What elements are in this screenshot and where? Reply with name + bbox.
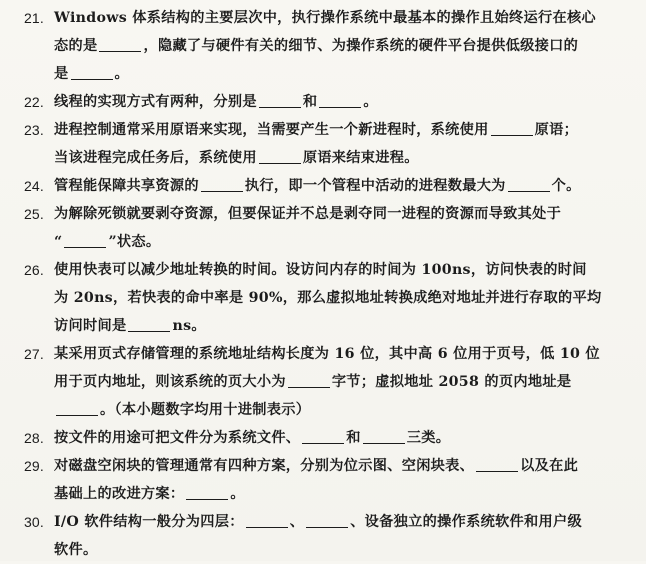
- text-segment: 。: [114, 66, 129, 82]
- text-segment: 三类。: [406, 430, 451, 446]
- question-line: [54, 452, 632, 480]
- text-segment: 用于页内地址，则该系统的页大小为: [54, 374, 286, 390]
- text-segment: “: [54, 234, 63, 250]
- question-line: [54, 172, 632, 200]
- question-number: 29.: [23, 458, 44, 474]
- text-segment: ”状态。: [108, 234, 161, 250]
- text-segment: 、设备独立的操作系统软件和用户级: [350, 514, 582, 530]
- question-text: [54, 256, 632, 340]
- answer-blank[interactable]: [71, 64, 113, 80]
- question-item: [14, 452, 632, 508]
- question-line: [54, 312, 632, 340]
- question-item: [14, 340, 632, 424]
- text-segment: 。: [230, 486, 245, 502]
- question-number: 30.: [23, 514, 44, 530]
- text-segment: 当该进程完成任务后，系统使用: [54, 150, 257, 166]
- question-line: [54, 228, 632, 256]
- text-segment: 基础上的改进方案：: [54, 486, 185, 502]
- text-segment: 字节；虚拟地址 2058 的页内地址是: [331, 374, 572, 390]
- question-text: [54, 424, 632, 452]
- text-segment: 、: [289, 514, 305, 530]
- answer-blank[interactable]: [246, 512, 288, 528]
- question-item: [14, 508, 632, 564]
- text-segment: 访问时间是: [54, 318, 127, 334]
- question-line: [54, 4, 632, 32]
- answer-blank[interactable]: [288, 372, 330, 388]
- question-number: 25.: [23, 206, 44, 222]
- question-line: [54, 60, 632, 88]
- answer-blank[interactable]: [99, 36, 141, 52]
- answer-blank[interactable]: [302, 428, 344, 444]
- text-segment: 按文件的用途可把文件分为系统文件、: [54, 430, 301, 446]
- question-text: [54, 200, 632, 256]
- text-segment: 原语；: [534, 122, 579, 138]
- question-line: [54, 284, 632, 312]
- text-segment: 某采用页式存储管理的系统地址结构长度为 16 位，其中高 6 位用于页号，低 10 位: [54, 346, 600, 362]
- text-segment: Windows 体系结构的主要层次中，执行操作系统中最基本的操作且始终运行在核心: [54, 10, 596, 26]
- question-text: [54, 508, 632, 564]
- question-text: [54, 452, 632, 508]
- text-segment: 执行，即一个管程中活动的进程数最大为: [244, 178, 506, 194]
- text-segment: 为 20ns，若快表的命中率是 90%，那么虚拟地址转换成绝对地址并进行存取的平均: [54, 290, 602, 306]
- text-segment: 原语来结束进程。: [302, 150, 419, 166]
- question-number: 28.: [23, 430, 44, 446]
- answer-blank[interactable]: [56, 400, 98, 416]
- question-text: [54, 4, 632, 88]
- question-line: [54, 396, 632, 424]
- question-line: [54, 256, 632, 284]
- text-segment: 和: [302, 94, 318, 110]
- question-line: [54, 536, 632, 564]
- question-list: [14, 4, 632, 564]
- question-line: [54, 144, 632, 172]
- text-segment: 进程控制通常采用原语来实现，当需要产生一个新进程时，系统使用: [54, 122, 489, 138]
- answer-blank[interactable]: [363, 428, 405, 444]
- text-segment: ns。: [172, 318, 206, 334]
- question-number: 26.: [23, 262, 44, 278]
- question-item: [14, 424, 632, 452]
- question-line: [54, 340, 632, 368]
- text-segment: 和: [346, 430, 361, 446]
- answer-blank[interactable]: [128, 316, 170, 332]
- answer-blank[interactable]: [64, 232, 106, 248]
- question-line: [54, 508, 632, 536]
- text-segment: I/O 软件结构一般分为四层：: [54, 514, 244, 530]
- question-number: 21.: [23, 10, 44, 26]
- answer-blank[interactable]: [259, 148, 301, 164]
- answer-blank[interactable]: [319, 92, 361, 108]
- text-segment: 使用快表可以减少地址转换的时间。设访问内存的时间为 100ns，访问快表的时间: [54, 262, 587, 278]
- question-number: 23.: [23, 122, 44, 138]
- text-segment: 软件。: [54, 542, 98, 558]
- answer-blank[interactable]: [306, 512, 348, 528]
- answer-blank[interactable]: [186, 484, 228, 500]
- answer-blank[interactable]: [476, 456, 518, 472]
- text-segment: 态的是: [54, 38, 98, 54]
- question-number: 22.: [23, 94, 44, 110]
- question-number: 27.: [23, 346, 44, 362]
- question-item: [14, 172, 632, 200]
- text-segment: 为解除死锁就要剥夺资源，但要保证并不总是剥夺同一进程的资源而导致其处于: [54, 206, 562, 222]
- question-text: [54, 88, 632, 116]
- question-line: [54, 116, 632, 144]
- question-number: 24.: [23, 178, 44, 194]
- question-text: [54, 172, 632, 200]
- text-segment: 以及在此: [520, 458, 579, 474]
- text-segment: 个。: [551, 178, 581, 194]
- question-line: [54, 480, 632, 508]
- question-line: [54, 368, 632, 396]
- text-segment: 线程的实现方式有两种，分别是: [54, 94, 257, 110]
- question-item: [14, 4, 632, 88]
- question-item: [14, 200, 632, 256]
- text-segment: 。: [363, 94, 378, 110]
- question-item: [14, 88, 632, 116]
- answer-blank[interactable]: [508, 176, 550, 192]
- question-text: [54, 340, 632, 424]
- question-text: [54, 116, 632, 172]
- question-item: [14, 116, 632, 172]
- question-line: [54, 200, 632, 228]
- answer-blank[interactable]: [491, 120, 533, 136]
- answer-blank[interactable]: [201, 176, 243, 192]
- answer-blank[interactable]: [259, 92, 301, 108]
- question-line: [54, 88, 632, 116]
- text-segment: ，隐藏了与硬件有关的细节、为操作系统的硬件平台提供低级接口的: [143, 38, 579, 54]
- text-segment: 管程能保障共享资源的: [54, 178, 199, 194]
- question-item: [14, 256, 632, 340]
- text-segment: 是: [54, 66, 69, 82]
- question-line: [54, 424, 632, 452]
- text-segment: 。（本小题数字均用十进制表示）: [100, 402, 311, 418]
- question-line: [54, 32, 632, 60]
- text-segment: 对磁盘空闲块的管理通常有四种方案，分别为位示图、空闲块表、: [54, 458, 475, 474]
